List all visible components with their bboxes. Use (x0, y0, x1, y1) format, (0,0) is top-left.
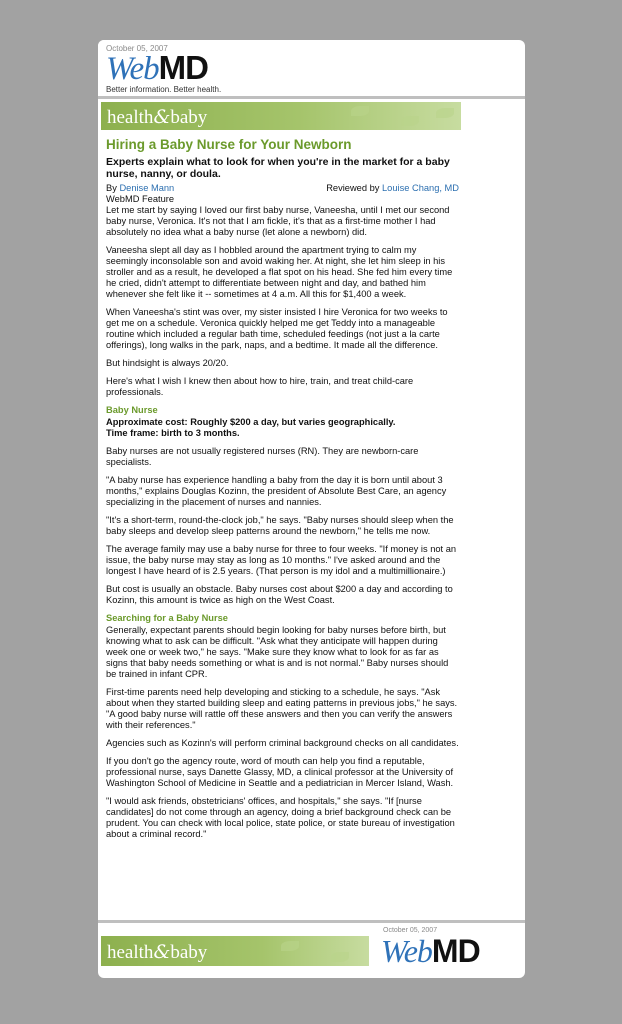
paragraph: "I would ask friends, obstetricians' offices, and hospitals," she says. "If [nurse candidates] do not come through an agency, doing a brief background check can be prudent. You can check with local police, state police, or state bureau of investigation about a criminal record." (106, 796, 455, 839)
logo-md-text: MD (158, 49, 208, 86)
feature-label: WebMD Feature (106, 194, 175, 204)
byline (106, 183, 459, 205)
footer (98, 920, 525, 978)
timeframe-line: Time frame: birth to 3 months. (106, 428, 240, 438)
banner-health: health (107, 107, 154, 128)
paragraph: Generally, expectant parents should begin looking for baby nurses before birth, but knowing what to ask can be difficult. "Ask what they anticipate will happen during week one or week two," he says. "Make sure they know what to look for as far as signs that baby needs something or what is and is not normal." Baby nurses should be trained in infant CPR. (106, 625, 449, 679)
tagline: Better information. Better health. (106, 85, 222, 94)
paragraph: The average family may use a baby nurse for three to four weeks. "If money is not an issue, the baby nurse may stay as long as 10 months." I've asked around and the longest I have heard of is 2.5 years. (That person is my idol and a multimillionaire.) (106, 544, 457, 576)
banner-health: health (107, 942, 154, 963)
paragraph: When Vaneesha's stint was over, my sister insisted I hire Veronica for two weeks to get me on a schedule. Veronica quickly helped me get Teddy into a manageable routine which included a regular bath time, scheduled feedings (not just a la carte offerings), long walks in the park, naps, and a bedtime. It made all the difference. (106, 307, 448, 350)
paragraph: "A baby nurse has experience handling a baby from the day it is born until about 3 months," explains Douglas Kozinn, the president of Absolute Best Care, an agency specializing in the placement of nurses and nannies. (106, 475, 447, 507)
leaf-decoration (401, 116, 419, 126)
webmd-logo[interactable] (106, 50, 208, 87)
banner-amp: & (153, 941, 171, 963)
reviewer-block (326, 183, 459, 194)
author-block (106, 183, 174, 205)
article-page (98, 40, 525, 978)
paragraph: Here's what I wish I knew then about how to hire, train, and treat child-care professionals. (106, 376, 414, 397)
paragraph: Agencies such as Kozinn's will perform criminal background checks on all candidates. (106, 738, 459, 748)
reviewer-link[interactable]: Louise Chang, MD (382, 183, 459, 193)
author-link[interactable]: Denise Mann (119, 183, 175, 193)
paragraph: First-time parents need help developing and sticking to a schedule, he says. "Ask about when they started building sleep and eating patterns in previous jobs," he says. "A good baby nurse will rattle off these answers and then you can verify the answers with their references." (106, 687, 458, 730)
article-title: Hiring a Baby Nurse for Your Newborn (106, 137, 352, 152)
print-date: October 05, 2007 (106, 44, 168, 53)
header-divider (98, 96, 525, 99)
banner-text (107, 941, 207, 964)
paragraph: If you don't go the agency route, word of mouth can help you find a reputable, professional nurse, says Danette Glassy, MD, a clinical professor at the University of Washington School of Medicine in Seattle and a pediatrician in Mercer Island, Wash. (106, 756, 454, 788)
paragraph: But hindsight is always 20/20. (106, 358, 229, 368)
article-subtitle: Experts explain what to look for when you're in the market for a baby nurse, nanny, or doula. (106, 156, 450, 180)
logo-web-text: Web (106, 51, 159, 87)
paragraph: "It's a short-term, round-the-clock job," he says. "Baby nurses should sleep when the baby sleeps and develop sleep patterns around the newborn," he tells me now. (106, 515, 454, 536)
banner-text (107, 106, 207, 129)
footer-health-baby-banner (101, 936, 369, 966)
logo-web-text: Web (381, 933, 432, 969)
banner-baby: baby (170, 942, 208, 963)
cost-line: Approximate cost: Roughly $200 a day, but varies geographically. (106, 417, 396, 427)
leaf-decoration (331, 952, 349, 962)
footer-webmd-logo[interactable] (381, 934, 480, 968)
health-baby-banner (101, 102, 461, 130)
footer-divider (98, 920, 525, 923)
section-heading: Searching for a Baby Nurse (106, 613, 228, 623)
leaf-decoration (436, 108, 454, 118)
paragraph: Vaneesha slept all day as I hobbled around the apartment trying to calm my seemingly inconsolable son and avoid waking her. At night, she let him sleep in his stroller and as a result, he developed a flat spot on his head. She fed him every time he cried, didn't attempt to differentiate between night and day, and bathed him whenever she felt like it -- sometimes at 4 a.m. All this for $1,400 a week. (106, 245, 453, 299)
paragraph: Let me start by saying I loved our first baby nurse, Vaneesha, until I met our second baby nurse, Veronica. It's not that I am fickle, it's that as a first-time mother I had absolutely no idea what a baby nurse (let alone a newborn) did. (106, 205, 450, 237)
leaf-decoration (281, 941, 299, 951)
reviewed-label: Reviewed by (326, 183, 382, 193)
paragraph: But cost is usually an obstacle. Baby nurses cost about $200 a day and according to Kozinn, this amount is twice as high on the West Coast. (106, 584, 453, 605)
logo-md-text: MD (431, 933, 480, 969)
banner-baby: baby (170, 107, 208, 128)
footer-logo-box (381, 927, 521, 976)
paragraph: Baby nurses are not usually registered nurses (RN). They are newborn-care specialists. (106, 446, 419, 467)
leaf-decoration (351, 106, 369, 116)
by-label: By (106, 183, 120, 193)
header (98, 40, 253, 98)
banner-amp: & (153, 106, 171, 128)
footer-date: October 05, 2007 (383, 927, 438, 934)
section-heading: Baby Nurse (106, 405, 158, 415)
article-body (106, 137, 459, 847)
